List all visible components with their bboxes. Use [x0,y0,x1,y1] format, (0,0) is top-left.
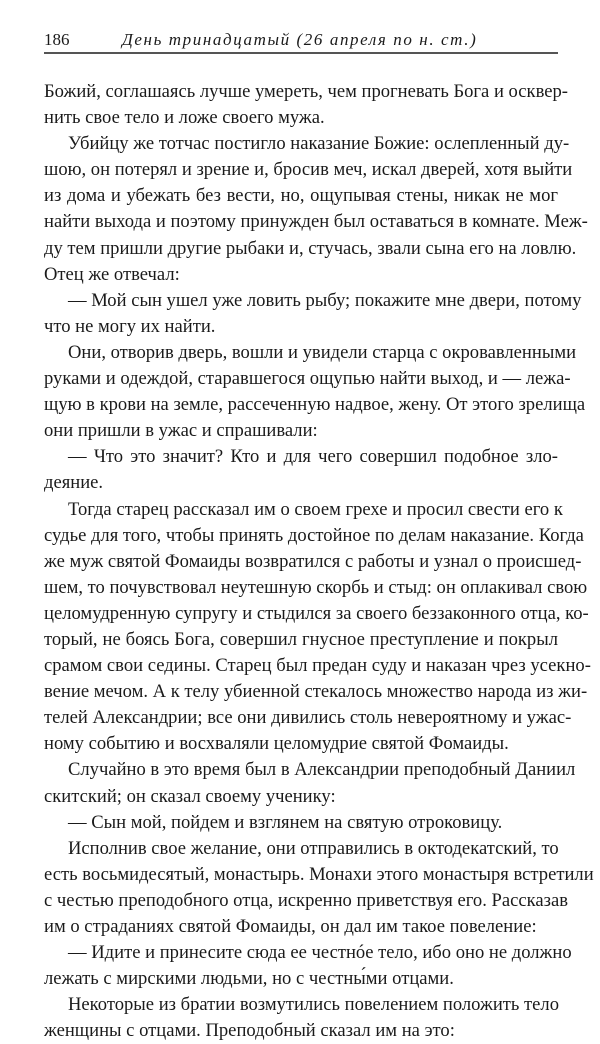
text-line: вение мечом. А к телу убиенной стекалось множество народа из жи- [44,681,588,703]
text-line: шою, он потерял и зрение и, бросив меч, искал дверей, хотя выйти [44,159,573,181]
text-line: шем, то почувствовал неутешную скорбь и стыд: он оплакивал свою [44,576,588,598]
text-line: женщины с отцами. Преподобный сказал им на это: [44,1020,455,1042]
running-header [44,30,558,54]
running-title: День тринадцатый (26 апреля по н. ст.) [122,30,478,49]
text-line: скитский; он сказал своему ученику: [44,785,336,807]
text-line: Они, отворив дверь, вошли и увидели старца с окровавленными [68,341,577,363]
text-line: ду тем пришли другие рыбаки и, стучась, звали сына его на ловлю. [44,237,577,259]
text-line: целомудренную супругу и стыдился за своего беззаконного отца, ко- [44,602,589,624]
text-line: — Что это значит? Кто и для чего совершил подобное зло- [68,446,558,468]
text-line: они пришли в ужас и спрашивали: [44,420,318,442]
text-line: — Идите и принесите сюда ее честнóе тело, ибо оно не должно [68,942,572,964]
text-line: Некоторые из братии возмутились повелением положить тело [68,994,560,1016]
text-line: же муж святой Фомаиды возвратился с работы и узнал о происшед- [44,550,582,572]
page-number: 186 [44,30,70,49]
text-line: ному событию и восхваляли целомудрие святой Фомаиды. [44,733,509,755]
text-line: нить свое тело и ложе своего мужа. [44,107,325,129]
text-line: телей Александрии; все они дивились столь невероятному и ужас- [44,707,572,729]
text-line: щую в крови на земле, рассеченную надвое, жену. От этого зрелища [44,394,586,416]
text-line: — Сын мой, пойдем и взглянем на святую отроковицу. [68,811,503,833]
text-line: — Мой сын ушел уже ловить рыбу; покажите мне двери, потому [68,289,582,311]
text-line: руками и одеждой, старавшегося ощупью найти выход, и — лежа- [44,368,571,390]
text-line: Отец же отвечал: [44,263,180,285]
text-line: деяние. [44,472,104,494]
text-line: торый, не боясь Бога, совершил гнусное преступление и покрыл [44,628,558,650]
text-line: судье для того, чтобы принять достойное по делам наказание. Когда [44,524,584,546]
text-line: срамом свои седины. Старец был предан суду и наказан чрез усекно- [44,655,591,677]
text-line: Тогда старец рассказал им о своем грехе и просил свести его к [68,498,563,520]
text-line: Убийцу же тотчас постигло наказание Божие: ослепленный ду- [68,133,570,155]
text-line: из дома и убежать без вести, но, ощупывая стены, никак не мог [44,185,558,207]
text-line: лежать с мирскими людьми, но с честны́ми отцами. [44,968,454,990]
page-body-text [44,79,594,1044]
text-line: Божий, соглашаясь лучше умереть, чем прогневать Бога и осквер- [44,81,569,102]
text-line: что не могу их найти. [44,315,216,337]
text-line: им о страданиях святой Фомаиды, он дал им такое повеление: [44,916,537,937]
text-line: есть восьмидесятый, монастырь. Монахи этого монастыря встретили [44,863,594,885]
text-line: найти выхода и поэтому принужден был оставаться в комнате. Меж- [44,211,588,233]
text-line: Случайно в это время был в Александрии преподобный Даниил [68,759,576,781]
text-line: с честью преподобного отца, искренно приветствуя его. Рассказав [44,889,568,911]
text-line: Исполнив свое желание, они отправились в октодекатский, то [68,837,559,859]
